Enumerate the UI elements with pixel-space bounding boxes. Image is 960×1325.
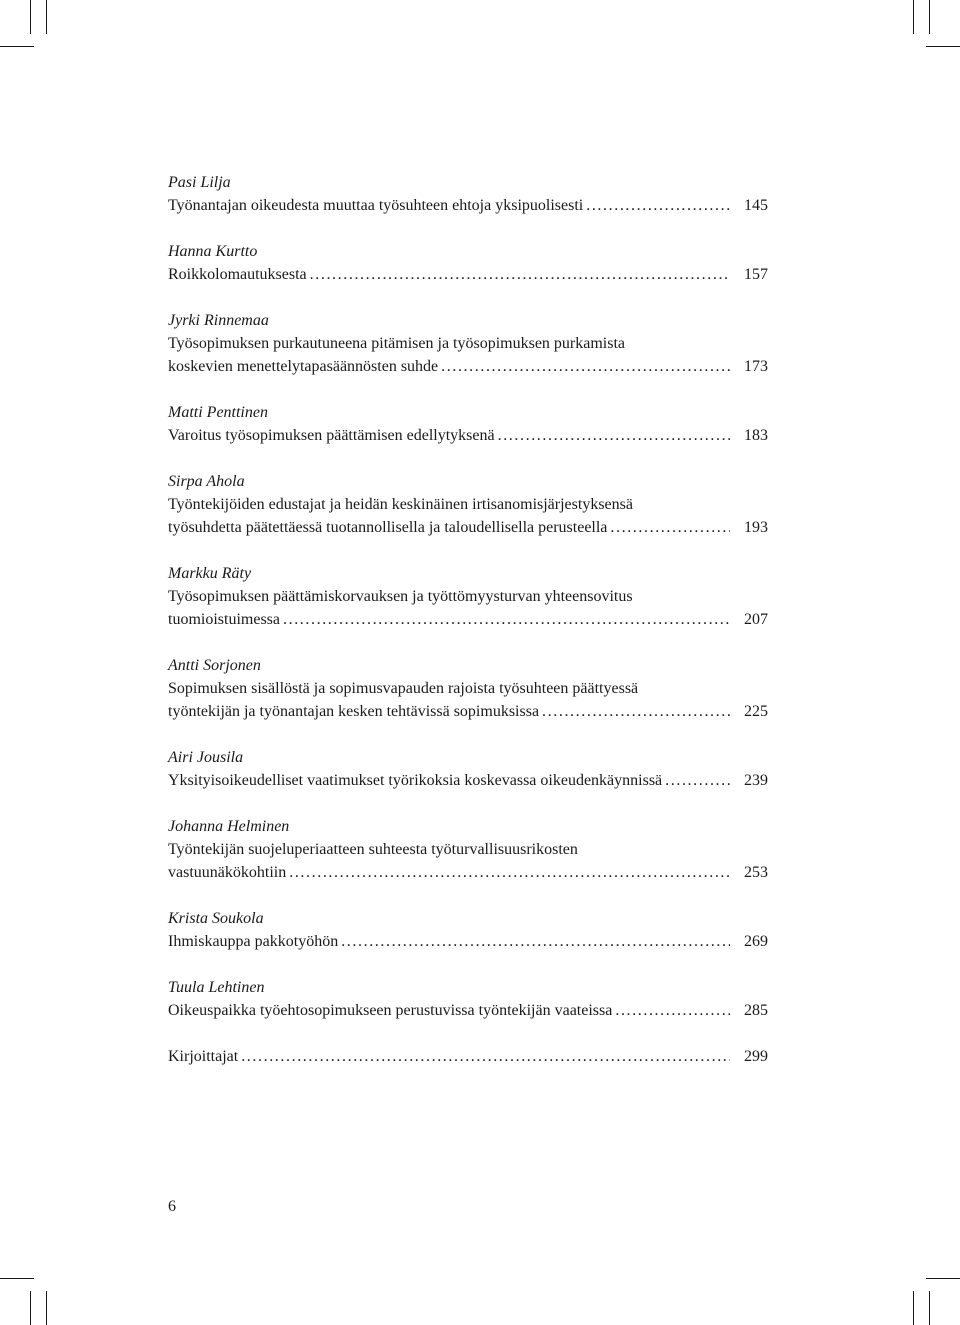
toc-title-last-line [168, 700, 768, 723]
crop-mark-top-left-outer [30, 0, 31, 34]
toc-leader-dots [612, 999, 730, 1022]
toc-title-line: Työsopimuksen päättämiskorvauksen ja työttömyysturvan yhteensovitus [168, 588, 633, 605]
toc-title-last-line [168, 516, 768, 539]
toc-leader-dots [338, 930, 730, 953]
toc-leader-dots [495, 424, 730, 447]
toc-title-last-line [168, 930, 768, 953]
crop-mark-top-right-h [926, 46, 960, 47]
toc-page-number: 183 [744, 427, 768, 444]
toc-title-text: Kirjoittajat [168, 1048, 239, 1065]
crop-mark-top-left-h [0, 46, 34, 47]
toc-title-last-line [168, 424, 768, 447]
toc-page-number: 193 [744, 519, 768, 536]
toc-leader-dots [583, 194, 730, 217]
crop-mark-bottom-left-h [0, 1278, 34, 1279]
toc-author: Krista Soukola [168, 910, 264, 927]
toc-entry [168, 654, 768, 723]
crop-mark-top-right-inner [913, 0, 914, 34]
toc-title-text: Yksityisoikeudelliset vaatimukset työrikoksia koskevassa oikeudenkäynnissä [168, 772, 663, 789]
page-number: 6 [168, 1198, 176, 1215]
toc-entry [168, 240, 768, 286]
toc-entry [168, 815, 768, 884]
crop-mark-bottom-right-outer [929, 1291, 930, 1325]
toc-title-last-line [168, 263, 768, 286]
toc-author: Matti Penttinen [168, 404, 268, 421]
toc-title-text: Oikeuspaikka työehtosopimukseen perustuvissa työntekijän vaateissa [168, 1002, 613, 1019]
toc-title-text: Ihmiskauppa pakkotyöhön [168, 933, 339, 950]
toc-title-text: Työnantajan oikeudesta muuttaa työsuhteen ehtoja yksipuolisesti [168, 197, 584, 214]
toc-title-line: Työntekijöiden edustajat ja heidän keskinäinen irtisanomisjärjestyksensä [168, 496, 633, 513]
toc-entry-authors [168, 1045, 768, 1068]
toc-author: Johanna Helminen [168, 818, 290, 835]
toc-page-number: 225 [744, 703, 768, 720]
toc-author: Antti Sorjonen [168, 657, 261, 674]
toc-leader-dots [238, 1045, 730, 1068]
toc-author: Hanna Kurtto [168, 243, 258, 260]
toc-leader-dots [607, 516, 730, 539]
toc-title-last-line [168, 1045, 768, 1068]
toc-author: Airi Jousila [168, 749, 244, 766]
toc-leader-dots [662, 769, 730, 792]
toc-title-text: vastuunäkökohtiin [168, 864, 287, 881]
toc-leader-dots [280, 608, 730, 631]
toc-page-number: 253 [744, 864, 768, 881]
toc-leader-dots [307, 263, 730, 286]
toc-page-number: 207 [744, 611, 768, 628]
toc-entry [168, 562, 768, 631]
toc-page-number: 269 [744, 933, 768, 950]
toc-title-last-line [168, 608, 768, 631]
toc-author: Jyrki Rinnemaa [168, 312, 269, 329]
toc-title-line: Työntekijän suojeluperiaatteen suhteesta työturvallisuusrikosten [168, 841, 578, 858]
table-of-contents [168, 171, 768, 1091]
toc-title-last-line [168, 999, 768, 1022]
toc-title-line: Sopimuksen sisällöstä ja sopimusvapauden rajoista työsuhteen päättyessä [168, 680, 639, 697]
crop-mark-top-right-outer [929, 0, 930, 34]
toc-leader-dots [539, 700, 730, 723]
crop-mark-bottom-right-h [926, 1278, 960, 1279]
toc-page-number: 173 [744, 358, 768, 375]
toc-author: Markku Räty [168, 565, 252, 582]
toc-entry [168, 171, 768, 217]
toc-title-text: Varoitus työsopimuksen päättämisen edellytyksenä [168, 427, 495, 444]
toc-title-line: Työsopimuksen purkautuneena pitämisen ja työsopimuksen purkamista [168, 335, 626, 352]
toc-page-number: 157 [744, 266, 768, 283]
crop-mark-top-left-inner [46, 0, 47, 34]
toc-title-text: tuomioistuimessa [168, 611, 280, 628]
crop-mark-bottom-left-inner [46, 1291, 47, 1325]
toc-leader-dots [286, 861, 730, 884]
toc-page-number: 239 [744, 772, 768, 789]
toc-page-number: 145 [744, 197, 768, 214]
toc-author: Tuula Lehtinen [168, 979, 265, 996]
toc-title-text: koskevien menettelytapasäännösten suhde [168, 358, 439, 375]
toc-entry [168, 976, 768, 1022]
toc-title-text: Roikkolomautuksesta [168, 266, 307, 283]
toc-entry [168, 309, 768, 378]
toc-title-last-line [168, 355, 768, 378]
toc-author: Pasi Lilja [168, 174, 231, 191]
toc-title-text: työsuhdetta päätettäessä tuotannollisella ja taloudellisella perusteella [168, 519, 608, 536]
toc-title-last-line [168, 861, 768, 884]
toc-author: Sirpa Ahola [168, 473, 245, 490]
toc-leader-dots [438, 355, 730, 378]
toc-title-last-line [168, 769, 768, 792]
toc-entry [168, 401, 768, 447]
toc-entry [168, 470, 768, 539]
toc-page-number: 285 [744, 1002, 768, 1019]
crop-mark-bottom-left-outer [30, 1291, 31, 1325]
toc-title-last-line [168, 194, 768, 217]
toc-entry [168, 746, 768, 792]
crop-mark-bottom-right-inner [913, 1291, 914, 1325]
toc-title-text: työntekijän ja työnantajan kesken tehtävissä sopimuksissa [168, 703, 540, 720]
toc-page-number: 299 [744, 1048, 768, 1065]
toc-entry [168, 907, 768, 953]
